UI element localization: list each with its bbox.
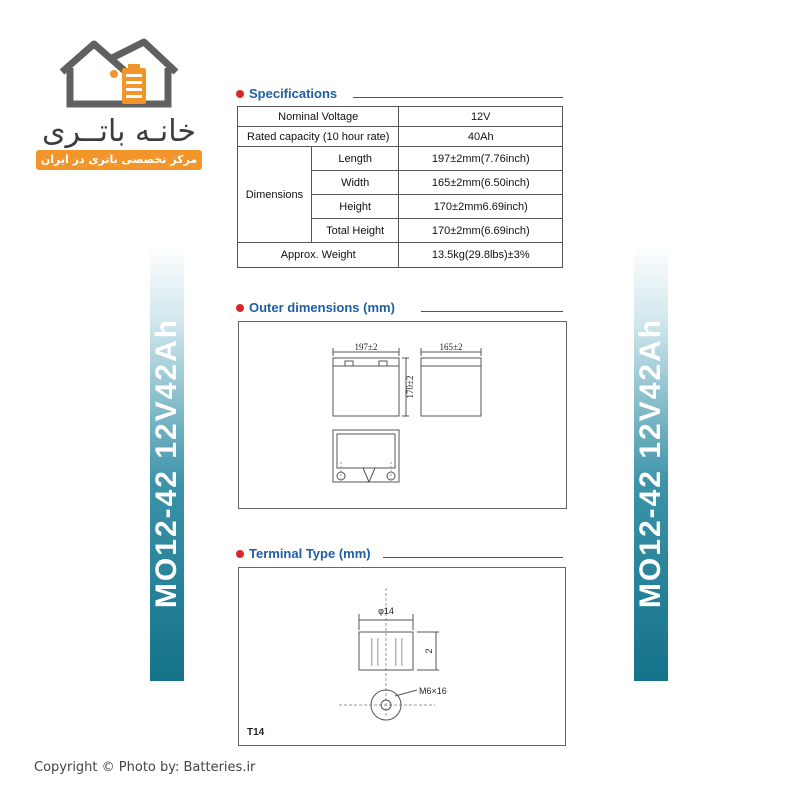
outer-dimensions-drawing: [238, 321, 567, 509]
spec-value: 12V: [399, 107, 563, 127]
depth-label: 2: [424, 648, 434, 654]
terminal-diagram: [239, 568, 565, 745]
heading-rule: [421, 311, 563, 312]
spec-value: 165±2mm(6.50inch): [399, 171, 563, 195]
width-dimension-label: 165±2: [439, 342, 463, 352]
terminal-type-drawing: [238, 567, 566, 746]
spec-value: 170±2mm6.69inch): [399, 195, 563, 219]
heading-rule: [383, 557, 563, 558]
spec-label: Rated capacity (10 hour rate): [238, 127, 399, 147]
brand-logo: [34, 38, 204, 178]
brand-tagline: مرکز تخصصی باتری در ایران: [36, 150, 202, 170]
spec-value: 197±2mm(7.76inch): [399, 147, 563, 171]
table-row: [238, 243, 563, 268]
spec-value: 13.5kg(29.8lbs)±3%: [399, 243, 563, 268]
spec-group-label: Dimensions: [238, 147, 312, 243]
model-banner-left: [150, 245, 184, 681]
bolt-label: M6×16: [419, 686, 447, 696]
house-battery-icon: [56, 38, 182, 110]
height-dimension-label: 170±2: [405, 375, 415, 399]
spec-label: Width: [311, 171, 399, 195]
section-title: Terminal Type (mm): [249, 546, 371, 561]
table-row: [238, 127, 563, 147]
spec-label: Nominal Voltage: [238, 107, 399, 127]
spec-value: 170±2mm(6.69inch): [399, 219, 563, 243]
spec-label: Length: [311, 147, 399, 171]
specifications-table: [237, 106, 563, 268]
model-banner-right: [634, 245, 668, 681]
diameter-label: φ14: [378, 606, 394, 616]
battery-outline-diagram: [239, 322, 566, 508]
heading-rule: [353, 97, 563, 98]
table-row: [238, 147, 563, 171]
brand-name: خانـه باتــری: [42, 114, 196, 149]
bullet-icon: [236, 304, 244, 312]
copyright-text: Copyright © Photo by: Batteries.ir: [34, 760, 256, 775]
section-title: Specifications: [249, 86, 338, 101]
spec-label: Total Height: [311, 219, 399, 243]
bullet-icon: [236, 90, 244, 98]
spec-label: Height: [311, 195, 399, 219]
spec-label: Approx. Weight: [238, 243, 399, 268]
bullet-icon: [236, 550, 244, 558]
outer-dimensions-heading: [236, 300, 563, 316]
length-dimension-label: 197±2: [354, 342, 378, 352]
terminal-type-heading: [236, 546, 563, 562]
model-banner-text: MO12-42 12V42Ah: [150, 317, 183, 609]
table-row: [238, 107, 563, 127]
model-banner-text: MO12-42 12V42Ah: [634, 317, 667, 609]
section-title: Outer dimensions (mm): [249, 300, 395, 315]
terminal-code: T14: [247, 727, 265, 738]
spec-value: 40Ah: [399, 127, 563, 147]
specifications-heading: [236, 86, 563, 102]
